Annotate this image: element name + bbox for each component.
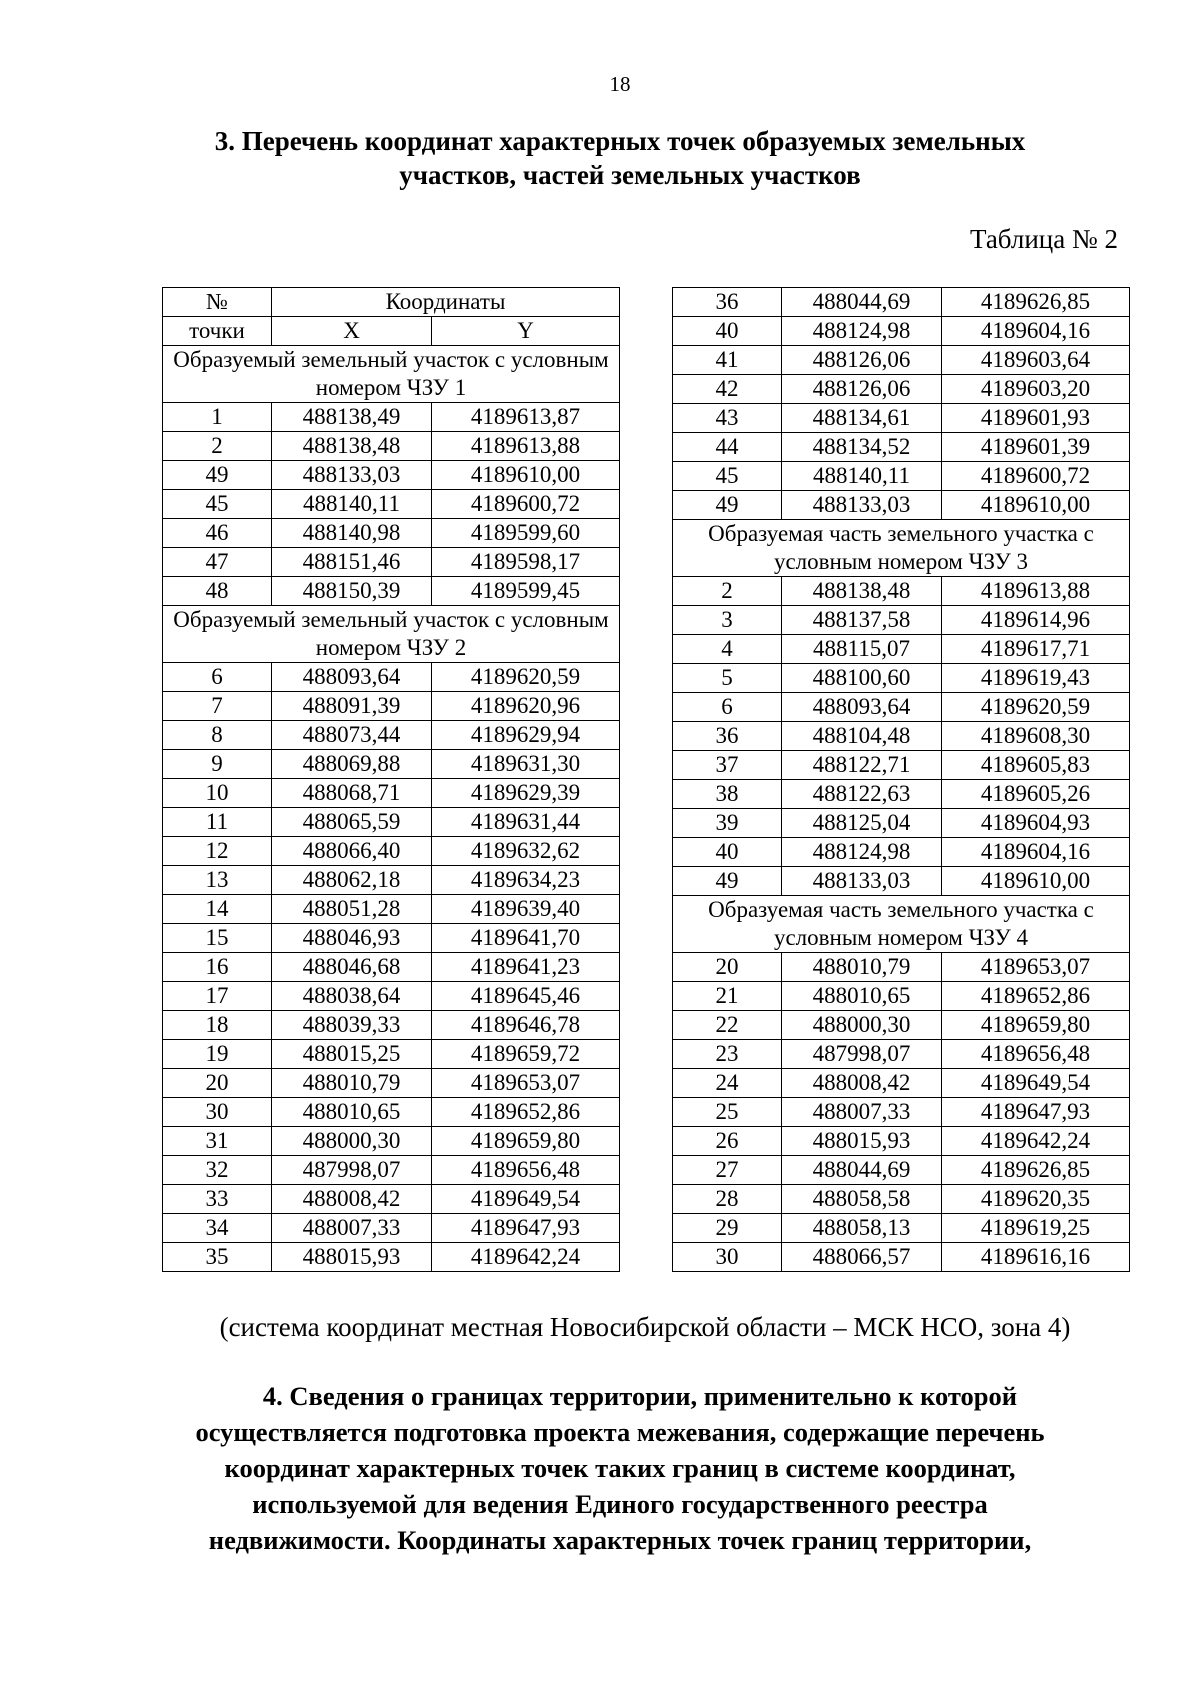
- y-coordinate-cell: 4189620,59: [432, 663, 620, 692]
- table-row: [163, 1069, 620, 1098]
- point-number-cell: 44: [673, 433, 782, 462]
- x-coordinate-cell: 488140,11: [782, 462, 942, 491]
- section-4-line: координат характерных точек таких границ в системе координат,: [224, 1453, 1016, 1483]
- table-row: [673, 751, 1130, 780]
- x-coordinate-cell: 488010,79: [272, 1069, 432, 1098]
- point-number-cell: 2: [673, 577, 782, 606]
- point-number-cell: 9: [163, 750, 272, 779]
- point-number-cell: 23: [673, 1040, 782, 1069]
- y-coordinate-cell: 4189613,87: [432, 403, 620, 432]
- y-coordinate-cell: 4189620,59: [942, 693, 1130, 722]
- x-coordinate-cell: 488138,49: [272, 403, 432, 432]
- x-coordinate-cell: 488038,64: [272, 982, 432, 1011]
- table-row: [673, 982, 1130, 1011]
- table-row: [163, 1185, 620, 1214]
- y-coordinate-cell: 4189608,30: [942, 722, 1130, 751]
- table-header-row: [163, 317, 620, 346]
- coordinate-system-note: (система координат местная Новосибирской области – МСК НСО, зона 4): [219, 1312, 1071, 1342]
- point-number-cell: 20: [163, 1069, 272, 1098]
- section-4-title: [0, 1378, 1200, 1558]
- x-coordinate-cell: 488138,48: [782, 577, 942, 606]
- x-coordinate-cell: 488007,33: [272, 1214, 432, 1243]
- x-coordinate-cell: 488093,64: [782, 693, 942, 722]
- section-row: [673, 896, 1130, 953]
- y-coordinate-cell: 4189619,25: [942, 1214, 1130, 1243]
- y-coordinate-cell: 4189641,70: [432, 924, 620, 953]
- y-coordinate-cell: 4189626,85: [942, 288, 1130, 317]
- x-coordinate-cell: 488065,59: [272, 808, 432, 837]
- section-row: [673, 520, 1130, 577]
- point-number-cell: 30: [673, 1243, 782, 1272]
- y-coordinate-cell: 4189629,39: [432, 779, 620, 808]
- y-coordinate-cell: 4189639,40: [432, 895, 620, 924]
- point-number-cell: 18: [163, 1011, 272, 1040]
- point-number-subheader: точки: [163, 317, 272, 346]
- y-coordinate-cell: 4189653,07: [432, 1069, 620, 1098]
- table-row: [673, 1098, 1130, 1127]
- table-row: [673, 491, 1130, 520]
- x-coordinate-cell: 488008,42: [782, 1069, 942, 1098]
- x-coordinate-cell: 488066,57: [782, 1243, 942, 1272]
- table-row: [673, 288, 1130, 317]
- table-row: [673, 838, 1130, 867]
- point-number-cell: 7: [163, 692, 272, 721]
- y-coordinate-cell: 4189631,30: [432, 750, 620, 779]
- y-coordinate-cell: 4189653,07: [942, 953, 1130, 982]
- table-row: [163, 461, 620, 490]
- y-coordinate-cell: 4189613,88: [432, 432, 620, 461]
- point-number-cell: 42: [673, 375, 782, 404]
- table-row: [163, 1156, 620, 1185]
- point-number-cell: 30: [163, 1098, 272, 1127]
- table-row: [673, 1214, 1130, 1243]
- x-coordinate-cell: 487998,07: [272, 1156, 432, 1185]
- point-number-cell: 19: [163, 1040, 272, 1069]
- point-number-cell: 8: [163, 721, 272, 750]
- section-row: [163, 346, 620, 403]
- table-row: [673, 375, 1130, 404]
- point-number-cell: 22: [673, 1011, 782, 1040]
- y-coordinate-cell: 4189620,96: [432, 692, 620, 721]
- x-coordinate-cell: 488093,64: [272, 663, 432, 692]
- table-row: [673, 635, 1130, 664]
- y-coordinate-cell: 4189601,39: [942, 433, 1130, 462]
- y-coordinate-cell: 4189652,86: [432, 1098, 620, 1127]
- table-row: [163, 982, 620, 1011]
- table-row: [163, 895, 620, 924]
- table-row: [673, 722, 1130, 751]
- x-coordinate-cell: 488010,65: [272, 1098, 432, 1127]
- table-row: [163, 1040, 620, 1069]
- y-coordinate-cell: 4189610,00: [942, 491, 1130, 520]
- x-coordinate-cell: 488133,03: [272, 461, 432, 490]
- x-coordinate-cell: 487998,07: [782, 1040, 942, 1069]
- point-number-cell: 5: [673, 664, 782, 693]
- y-coordinate-cell: 4189603,20: [942, 375, 1130, 404]
- x-coordinate-cell: 488015,93: [782, 1127, 942, 1156]
- point-number-cell: 47: [163, 548, 272, 577]
- table-row: [163, 663, 620, 692]
- point-number-cell: 35: [163, 1243, 272, 1272]
- point-number-cell: 21: [673, 982, 782, 1011]
- section-4-line: недвижимости. Координаты характерных точек границ территории,: [208, 1525, 1032, 1555]
- y-coordinate-cell: 4189626,85: [942, 1156, 1130, 1185]
- point-number-cell: 15: [163, 924, 272, 953]
- y-coordinate-cell: 4189642,24: [432, 1243, 620, 1272]
- x-coordinate-cell: 488126,06: [782, 375, 942, 404]
- x-coordinate-cell: 488007,33: [782, 1098, 942, 1127]
- table-row: [673, 1127, 1130, 1156]
- y-coordinate-cell: 4189659,80: [942, 1011, 1130, 1040]
- y-coordinate-cell: 4189599,60: [432, 519, 620, 548]
- x-coordinate-cell: 488124,98: [782, 838, 942, 867]
- point-number-cell: 39: [673, 809, 782, 838]
- x-coordinate-cell: 488066,40: [272, 837, 432, 866]
- section-label: Образуемая часть земельного участка с условным номером ЧЗУ 4: [673, 896, 1130, 953]
- section-4-line: осуществляется подготовка проекта межевания, содержащие перечень: [195, 1417, 1045, 1447]
- x-coordinate-cell: 488044,69: [782, 288, 942, 317]
- x-coordinate-cell: 488122,63: [782, 780, 942, 809]
- section-3-title-line-2: участков, частей земельных участков: [399, 160, 861, 190]
- y-coordinate-cell: 4189617,71: [942, 635, 1130, 664]
- table-row: [673, 346, 1130, 375]
- x-coordinate-cell: 488010,79: [782, 953, 942, 982]
- point-number-cell: 41: [673, 346, 782, 375]
- table-row: [163, 1127, 620, 1156]
- x-coordinate-cell: 488046,93: [272, 924, 432, 953]
- x-coordinate-cell: 488140,11: [272, 490, 432, 519]
- y-coordinate-cell: 4189647,93: [432, 1214, 620, 1243]
- y-coordinate-cell: 4189605,83: [942, 751, 1130, 780]
- point-number-cell: 36: [673, 288, 782, 317]
- x-coordinate-cell: 488134,52: [782, 433, 942, 462]
- table-header-row: [163, 288, 620, 317]
- x-coordinate-cell: 488062,18: [272, 866, 432, 895]
- x-coordinate-cell: 488150,39: [272, 577, 432, 606]
- x-coordinate-cell: 488069,88: [272, 750, 432, 779]
- point-number-cell: 4: [673, 635, 782, 664]
- table-row: [673, 664, 1130, 693]
- section-label: Образуемый земельный участок с условным номером ЧЗУ 2: [163, 606, 620, 663]
- y-coordinate-cell: 4189604,93: [942, 809, 1130, 838]
- section-row: [163, 606, 620, 663]
- table-row: [163, 577, 620, 606]
- table-row: [163, 548, 620, 577]
- table-row: [163, 490, 620, 519]
- table-row: [163, 1243, 620, 1272]
- point-number-cell: 1: [163, 403, 272, 432]
- point-number-cell: 24: [673, 1069, 782, 1098]
- y-coordinate-cell: 4189604,16: [942, 838, 1130, 867]
- y-coordinate-cell: 4189620,35: [942, 1185, 1130, 1214]
- x-coordinate-cell: 488126,06: [782, 346, 942, 375]
- point-number-cell: 25: [673, 1098, 782, 1127]
- table-row: [673, 953, 1130, 982]
- table-row: [163, 924, 620, 953]
- section-label: Образуемый земельный участок с условным номером ЧЗУ 1: [163, 346, 620, 403]
- x-coordinate-cell: 488091,39: [272, 692, 432, 721]
- x-coordinate-cell: 488134,61: [782, 404, 942, 433]
- point-number-cell: 14: [163, 895, 272, 924]
- table-row: [673, 780, 1130, 809]
- y-coordinate-cell: 4189652,86: [942, 982, 1130, 1011]
- point-number-cell: 38: [673, 780, 782, 809]
- x-coordinate-cell: 488122,71: [782, 751, 942, 780]
- point-number-cell: 36: [673, 722, 782, 751]
- x-coordinate-cell: 488115,07: [782, 635, 942, 664]
- point-number-cell: 3: [673, 606, 782, 635]
- y-coordinate-cell: 4189629,94: [432, 721, 620, 750]
- point-number-cell: 45: [673, 462, 782, 491]
- table-row: [673, 404, 1130, 433]
- table-row: [163, 750, 620, 779]
- y-coordinate-cell: 4189616,16: [942, 1243, 1130, 1272]
- x-coordinate-cell: 488104,48: [782, 722, 942, 751]
- table-caption: Таблица № 2: [970, 224, 1118, 254]
- y-coordinate-cell: 4189610,00: [942, 867, 1130, 896]
- point-number-cell: 45: [163, 490, 272, 519]
- y-coordinate-cell: 4189614,96: [942, 606, 1130, 635]
- point-number-cell: 33: [163, 1185, 272, 1214]
- table-row: [673, 693, 1130, 722]
- page-number: 18: [609, 72, 631, 96]
- point-number-cell: 37: [673, 751, 782, 780]
- x-coordinate-cell: 488010,65: [782, 982, 942, 1011]
- coordinates-header: Координаты: [272, 288, 620, 317]
- x-coordinate-cell: 488138,48: [272, 432, 432, 461]
- table-row: [163, 779, 620, 808]
- x-coordinate-cell: 488140,98: [272, 519, 432, 548]
- table-row: [673, 433, 1130, 462]
- section-4-line: используемой для ведения Единого государственного реестра: [252, 1489, 988, 1519]
- y-coordinate-cell: 4189649,54: [942, 1069, 1130, 1098]
- table-row: [163, 1214, 620, 1243]
- x-coordinate-cell: 488015,93: [272, 1243, 432, 1272]
- x-coordinate-cell: 488000,30: [782, 1011, 942, 1040]
- point-number-cell: 48: [163, 577, 272, 606]
- x-coordinate-cell: 488044,69: [782, 1156, 942, 1185]
- table-row: [163, 953, 620, 982]
- table-row: [673, 1011, 1130, 1040]
- table-row: [673, 577, 1130, 606]
- point-number-cell: 29: [673, 1214, 782, 1243]
- y-coordinate-cell: 4189604,16: [942, 317, 1130, 346]
- y-coordinate-cell: 4189642,24: [942, 1127, 1130, 1156]
- y-coordinate-cell: 4189598,17: [432, 548, 620, 577]
- y-coordinate-cell: 4189600,72: [432, 490, 620, 519]
- point-number-header: №: [163, 288, 272, 317]
- x-coordinate-cell: 488008,42: [272, 1185, 432, 1214]
- x-coordinate-cell: 488124,98: [782, 317, 942, 346]
- table-row: [163, 1098, 620, 1127]
- table-row: [673, 1040, 1130, 1069]
- x-coordinate-cell: 488073,44: [272, 721, 432, 750]
- table-row: [163, 403, 620, 432]
- point-number-cell: 46: [163, 519, 272, 548]
- coordinates-table-right: [672, 287, 1130, 1272]
- point-number-cell: 17: [163, 982, 272, 1011]
- point-number-cell: 32: [163, 1156, 272, 1185]
- x-coordinate-cell: 488100,60: [782, 664, 942, 693]
- y-coordinate-cell: 4189610,00: [432, 461, 620, 490]
- y-coordinate-cell: 4189613,88: [942, 577, 1130, 606]
- x-coordinate-cell: 488058,58: [782, 1185, 942, 1214]
- table-row: [163, 721, 620, 750]
- point-number-cell: 13: [163, 866, 272, 895]
- point-number-cell: 34: [163, 1214, 272, 1243]
- point-number-cell: 16: [163, 953, 272, 982]
- y-coordinate-cell: 4189647,93: [942, 1098, 1130, 1127]
- table-row: [673, 1156, 1130, 1185]
- table-row: [673, 867, 1130, 896]
- table-row: [163, 519, 620, 548]
- point-number-cell: 12: [163, 837, 272, 866]
- x-coordinate-cell: 488068,71: [272, 779, 432, 808]
- table-row: [163, 692, 620, 721]
- section-4-line: 4. Сведения о границах территории, применительно к которой: [262, 1381, 1018, 1411]
- x-coordinate-cell: 488125,04: [782, 809, 942, 838]
- point-number-cell: 40: [673, 317, 782, 346]
- y-coordinate-cell: 4189645,46: [432, 982, 620, 1011]
- y-coordinate-cell: 4189631,44: [432, 808, 620, 837]
- point-number-cell: 49: [163, 461, 272, 490]
- y-coordinate-cell: 4189641,23: [432, 953, 620, 982]
- table-row: [163, 808, 620, 837]
- y-coordinate-cell: 4189632,62: [432, 837, 620, 866]
- y-coordinate-cell: 4189603,64: [942, 346, 1130, 375]
- y-coordinate-cell: 4189619,43: [942, 664, 1130, 693]
- table-row: [673, 1069, 1130, 1098]
- section-3-title: [0, 124, 1200, 192]
- x-coordinate-cell: 488000,30: [272, 1127, 432, 1156]
- table-row: [673, 1243, 1130, 1272]
- point-number-cell: 43: [673, 404, 782, 433]
- x-coordinate-cell: 488051,28: [272, 895, 432, 924]
- point-number-cell: 20: [673, 953, 782, 982]
- point-number-cell: 49: [673, 491, 782, 520]
- point-number-cell: 6: [673, 693, 782, 722]
- x-coordinate-cell: 488133,03: [782, 491, 942, 520]
- table-row: [163, 432, 620, 461]
- x-header: X: [272, 317, 432, 346]
- table-row: [163, 866, 620, 895]
- table-row: [673, 809, 1130, 838]
- y-coordinate-cell: 4189599,45: [432, 577, 620, 606]
- section-3-title-line-1: 3. Перечень координат характерных точек образуемых земельных: [214, 126, 1026, 156]
- x-coordinate-cell: 488151,46: [272, 548, 432, 577]
- x-coordinate-cell: 488015,25: [272, 1040, 432, 1069]
- point-number-cell: 26: [673, 1127, 782, 1156]
- point-number-cell: 6: [163, 663, 272, 692]
- y-coordinate-cell: 4189659,72: [432, 1040, 620, 1069]
- y-coordinate-cell: 4189656,48: [942, 1040, 1130, 1069]
- point-number-cell: 31: [163, 1127, 272, 1156]
- point-number-cell: 49: [673, 867, 782, 896]
- y-coordinate-cell: 4189649,54: [432, 1185, 620, 1214]
- y-coordinate-cell: 4189656,48: [432, 1156, 620, 1185]
- table-row: [673, 462, 1130, 491]
- y-coordinate-cell: 4189605,26: [942, 780, 1130, 809]
- x-coordinate-cell: 488137,58: [782, 606, 942, 635]
- table-row: [673, 1185, 1130, 1214]
- x-coordinate-cell: 488133,03: [782, 867, 942, 896]
- section-label: Образуемая часть земельного участка с условным номером ЧЗУ 3: [673, 520, 1130, 577]
- point-number-cell: 11: [163, 808, 272, 837]
- table-row: [673, 606, 1130, 635]
- table-row: [163, 1011, 620, 1040]
- y-coordinate-cell: 4189600,72: [942, 462, 1130, 491]
- point-number-cell: 28: [673, 1185, 782, 1214]
- table-row: [673, 317, 1130, 346]
- x-coordinate-cell: 488058,13: [782, 1214, 942, 1243]
- y-coordinate-cell: 4189601,93: [942, 404, 1130, 433]
- x-coordinate-cell: 488046,68: [272, 953, 432, 982]
- point-number-cell: 10: [163, 779, 272, 808]
- point-number-cell: 27: [673, 1156, 782, 1185]
- y-coordinate-cell: 4189646,78: [432, 1011, 620, 1040]
- x-coordinate-cell: 488039,33: [272, 1011, 432, 1040]
- y-coordinate-cell: 4189634,23: [432, 866, 620, 895]
- point-number-cell: 40: [673, 838, 782, 867]
- y-coordinate-cell: 4189659,80: [432, 1127, 620, 1156]
- table-row: [163, 837, 620, 866]
- coordinates-table-left: [162, 287, 620, 1272]
- point-number-cell: 2: [163, 432, 272, 461]
- y-header: Y: [432, 317, 620, 346]
